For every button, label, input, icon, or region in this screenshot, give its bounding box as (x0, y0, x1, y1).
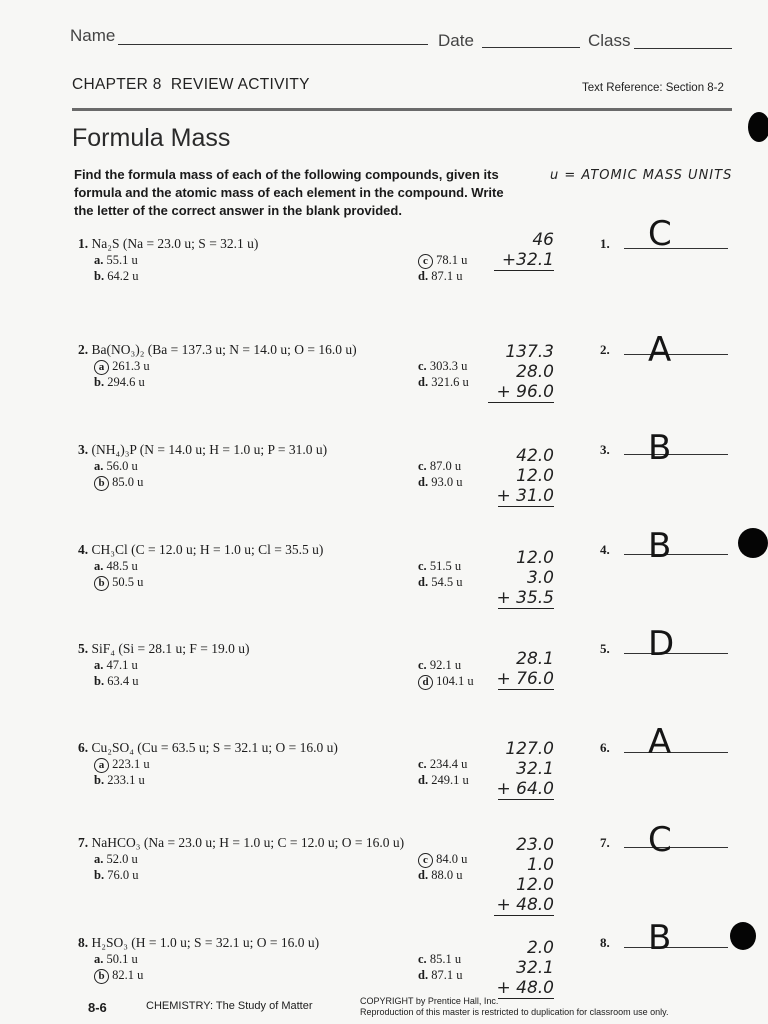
work-line-item: + 48.0 (496, 978, 554, 998)
answer-letter: A (648, 722, 672, 762)
choice-letter: a. (94, 559, 104, 573)
circled-choice-icon: c (418, 254, 433, 269)
choice-value: 76.0 u (107, 868, 139, 882)
circled-choice-icon: b (94, 969, 109, 984)
circled-choice-icon: b (94, 576, 109, 591)
question-text: NaHCO₃ (Na = 23.0 u; H = 1.0 u; C = 12.0 u; O = 16.0 u) (91, 835, 405, 850)
question-number: 6. (78, 740, 89, 755)
choice-value: 84.0 u (436, 852, 468, 866)
answer-blank[interactable] (624, 847, 728, 848)
date-label: Date (438, 31, 474, 50)
handwritten-work (470, 446, 554, 507)
work-line-item: + 96.0 (496, 382, 554, 402)
question-stem (78, 935, 319, 951)
answer-letter: C (648, 820, 672, 860)
work-line-item: 12.0 (516, 875, 554, 895)
choice-a[interactable] (94, 757, 150, 773)
question-number: 7. (78, 835, 89, 850)
choice-value: 321.6 u (431, 375, 469, 389)
choice-a[interactable] (94, 658, 138, 673)
choice-value: 78.1 u (436, 253, 468, 267)
choice-letter: c. (418, 359, 427, 373)
choice-letter: d. (418, 968, 429, 982)
class-label: Class (588, 31, 631, 50)
choice-b[interactable] (94, 475, 143, 491)
choice-c[interactable] (418, 852, 467, 868)
sum-underline (494, 915, 554, 916)
choice-letter: b. (94, 375, 105, 389)
choice-value: 63.4 u (107, 674, 139, 688)
handwritten-work (470, 938, 554, 999)
choice-letter: c. (418, 658, 427, 672)
chapter-subtitle: REVIEW ACTIVITY (170, 76, 310, 93)
question-text: SiF₄ (Si = 28.1 u; F = 19.0 u) (91, 641, 250, 656)
work-line-item: + 31.0 (496, 486, 554, 506)
choice-letter: a. (94, 459, 104, 473)
circled-choice-icon: d (418, 675, 433, 690)
choice-letter: c. (418, 459, 427, 473)
choice-d[interactable] (418, 375, 469, 390)
choice-letter: d. (418, 575, 429, 589)
question-text: Na₂S (Na = 23.0 u; S = 32.1 u) (91, 236, 259, 251)
question-stem (78, 641, 249, 657)
work-line-item: 2.0 (526, 938, 554, 958)
question-number: 8. (78, 935, 89, 950)
answer-letter: B (648, 918, 672, 958)
question-number: 2. (78, 342, 89, 357)
answer-number: 3. (600, 442, 610, 457)
work-line-item: 3.0 (526, 568, 554, 588)
choice-value: 82.1 u (112, 968, 144, 982)
answer-number: 1. (600, 236, 610, 251)
choice-letter: a. (94, 852, 104, 866)
choice-value: 93.0 u (431, 475, 463, 489)
choice-d[interactable] (418, 269, 462, 284)
work-line-item: + 35.5 (496, 588, 554, 608)
question-stem (78, 740, 338, 756)
work-line-item: 32.1 (516, 958, 554, 978)
answer-letter: B (648, 526, 672, 566)
work-line-item: 12.0 (516, 466, 554, 486)
question-number: 1. (78, 236, 89, 251)
answer-number: 7. (600, 835, 610, 850)
choice-letter: c. (418, 559, 427, 573)
choice-b[interactable] (94, 968, 143, 984)
choice-value: 249.1 u (431, 773, 469, 787)
work-line-item: 12.0 (516, 548, 554, 568)
question-stem (78, 835, 404, 851)
choice-letter: d. (418, 868, 429, 882)
choice-c[interactable] (418, 359, 467, 374)
choice-value: 303.3 u (429, 359, 468, 373)
choice-letter: b. (94, 868, 105, 882)
work-line-item: 28.0 (516, 362, 554, 382)
answer-blank[interactable] (624, 454, 728, 455)
choice-b[interactable] (94, 575, 143, 591)
answer-number: 2. (600, 342, 610, 357)
choice-value: 87.1 u (431, 968, 463, 982)
question-stem (78, 542, 323, 558)
question-number: 4. (78, 542, 89, 557)
choice-value: 54.5 u (431, 575, 463, 589)
choice-value: 50.5 u (112, 575, 144, 589)
date-field[interactable] (482, 47, 580, 48)
choice-value: 50.1 u (106, 952, 138, 966)
choice-value: 88.0 u (431, 868, 463, 882)
answer-number: 8. (600, 935, 610, 950)
choice-a[interactable] (94, 559, 138, 574)
text-reference: Text Reference: Section 8-2 (582, 82, 724, 94)
question-text: (NH₄)₃P (N = 14.0 u; H = 1.0 u; P = 31.0 u) (91, 442, 328, 457)
work-line-item: + 48.0 (496, 895, 554, 915)
choice-b[interactable] (94, 773, 145, 788)
handwritten-work (470, 548, 554, 609)
copyright: COPYRIGHT by Prentice Hall, Inc. (360, 996, 499, 1006)
choice-letter: d. (418, 375, 429, 389)
answer-number: 6. (600, 740, 610, 755)
question-stem (78, 342, 357, 358)
choice-c[interactable] (418, 253, 467, 269)
answer-letter: B (648, 428, 672, 468)
name-label: Name (70, 26, 116, 45)
question-number: 3. (78, 442, 89, 457)
choice-letter: a. (94, 952, 104, 966)
answer-blank[interactable] (624, 653, 728, 654)
choice-b[interactable] (94, 868, 138, 883)
sum-underline (498, 506, 554, 507)
choice-value: 52.0 u (106, 852, 138, 866)
choice-letter: d. (418, 475, 429, 489)
choice-value: 55.1 u (106, 253, 138, 267)
answer-blank[interactable] (624, 248, 728, 249)
choice-value: 233.1 u (107, 773, 145, 787)
choice-d[interactable] (418, 868, 462, 883)
work-line-item: 32.1 (516, 759, 554, 779)
name-field[interactable] (118, 44, 428, 45)
work-line-item: 46 (532, 230, 554, 250)
choice-c[interactable] (418, 459, 461, 474)
sum-underline (488, 402, 554, 403)
choice-value: 48.5 u (106, 559, 138, 573)
choice-value: 261.3 u (112, 359, 150, 373)
answer-letter: A (648, 330, 672, 370)
answer-blank[interactable] (624, 354, 728, 355)
question-number: 5. (78, 641, 89, 656)
choice-letter: b. (94, 674, 105, 688)
section-title: Formula Mass (72, 124, 231, 152)
answer-number: 5. (600, 641, 610, 656)
choice-b[interactable] (94, 674, 138, 689)
choice-value: 85.0 u (112, 475, 144, 489)
choice-value: 104.1 u (436, 674, 474, 688)
header-rule (72, 108, 732, 111)
class-field[interactable] (634, 48, 732, 49)
choice-a[interactable] (94, 952, 138, 967)
book-title: CHEMISTRY: The Study of Matter (146, 1000, 313, 1012)
choice-d[interactable] (418, 475, 462, 490)
choice-a[interactable] (94, 253, 138, 268)
work-line-item: 23.0 (516, 835, 554, 855)
question-text: Cu₂SO₄ (Cu = 63.5 u; S = 32.1 u; O = 16.0 u) (91, 740, 338, 755)
handwritten-work (470, 739, 554, 800)
work-line-item: 42.0 (516, 446, 554, 466)
handwritten-work (470, 230, 554, 271)
choice-c[interactable] (418, 757, 467, 772)
choice-c[interactable] (418, 559, 461, 574)
restriction-notice: Reproduction of this master is restricted to duplication for classroom use only. (360, 1007, 669, 1017)
handwritten-work (470, 835, 554, 916)
choice-value: 223.1 u (112, 757, 150, 771)
work-line-item: 28.1 (516, 649, 554, 669)
choice-value: 87.0 u (429, 459, 462, 473)
choice-a[interactable] (94, 359, 150, 375)
choice-b[interactable] (94, 269, 138, 284)
circled-choice-icon: b (94, 476, 109, 491)
answer-blank[interactable] (624, 947, 728, 948)
sum-underline (498, 998, 554, 999)
chapter-number: CHAPTER 8 (72, 76, 162, 93)
choice-letter: a. (94, 253, 104, 267)
punch-hole-bottom (730, 922, 756, 950)
choice-value: 92.1 u (429, 658, 462, 672)
question-text: H₂SO₃ (H = 1.0 u; S = 32.1 u; O = 16.0 u) (91, 935, 320, 950)
choice-d[interactable] (418, 968, 462, 983)
instructions: Find the formula mass of each of the following compounds, given its formula and the atomic mass of each element in the compound. Write the letter of the correct answer in the blank provided. (74, 167, 504, 218)
work-line-item: + 64.0 (496, 779, 554, 799)
question-stem (78, 236, 258, 252)
choice-c[interactable] (418, 952, 461, 967)
choice-value: 47.1 u (106, 658, 138, 672)
circled-choice-icon: a (94, 758, 109, 773)
work-line-item: 137.3 (505, 342, 554, 362)
choice-b[interactable] (94, 375, 145, 390)
answer-blank[interactable] (624, 554, 728, 555)
chapter-heading (72, 76, 310, 94)
answer-number: 4. (600, 542, 610, 557)
answer-letter: D (648, 624, 675, 664)
choice-c[interactable] (418, 658, 461, 673)
page-number: 8-6 (88, 1000, 107, 1015)
choice-value: 234.4 u (429, 757, 468, 771)
work-line-item: +32.1 (501, 250, 554, 270)
choice-d[interactable] (418, 674, 474, 690)
choice-letter: a. (94, 658, 104, 672)
punch-hole-top (748, 112, 768, 142)
atomic-mass-note: u = ATOMIC MASS UNITS (550, 168, 733, 183)
punch-hole-middle (738, 528, 768, 558)
circled-choice-icon: c (418, 853, 433, 868)
question-stem (78, 442, 327, 458)
choice-letter: b. (94, 773, 105, 787)
choice-a[interactable] (94, 852, 138, 867)
choice-value: 56.0 u (106, 459, 138, 473)
sum-underline (498, 608, 554, 609)
question-text: Ba(NO₃)₂ (Ba = 137.3 u; N = 14.0 u; O = 16.0 u) (91, 342, 357, 357)
choice-letter: d. (418, 773, 429, 787)
handwritten-work (470, 649, 554, 690)
work-line-item: 127.0 (505, 739, 554, 759)
work-line-item: + 76.0 (496, 669, 554, 689)
choice-value: 51.5 u (429, 559, 462, 573)
choice-letter: b. (94, 269, 105, 283)
choice-d[interactable] (418, 773, 469, 788)
handwritten-work (470, 342, 554, 403)
work-line-item: 1.0 (526, 855, 554, 875)
question-text: CH₃Cl (C = 12.0 u; H = 1.0 u; Cl = 35.5 u) (91, 542, 324, 557)
sum-underline (498, 799, 554, 800)
choice-letter: d. (418, 269, 429, 283)
sum-underline (494, 270, 554, 271)
choice-value: 87.1 u (431, 269, 463, 283)
circled-choice-icon: a (94, 360, 109, 375)
choice-letter: c. (418, 757, 427, 771)
answer-blank[interactable] (624, 752, 728, 753)
sum-underline (498, 689, 554, 690)
choice-a[interactable] (94, 459, 138, 474)
choice-d[interactable] (418, 575, 462, 590)
choice-value: 294.6 u (107, 375, 145, 389)
choice-letter: c. (418, 952, 427, 966)
answer-letter: C (648, 214, 672, 254)
choice-value: 85.1 u (429, 952, 462, 966)
choice-value: 64.2 u (107, 269, 139, 283)
